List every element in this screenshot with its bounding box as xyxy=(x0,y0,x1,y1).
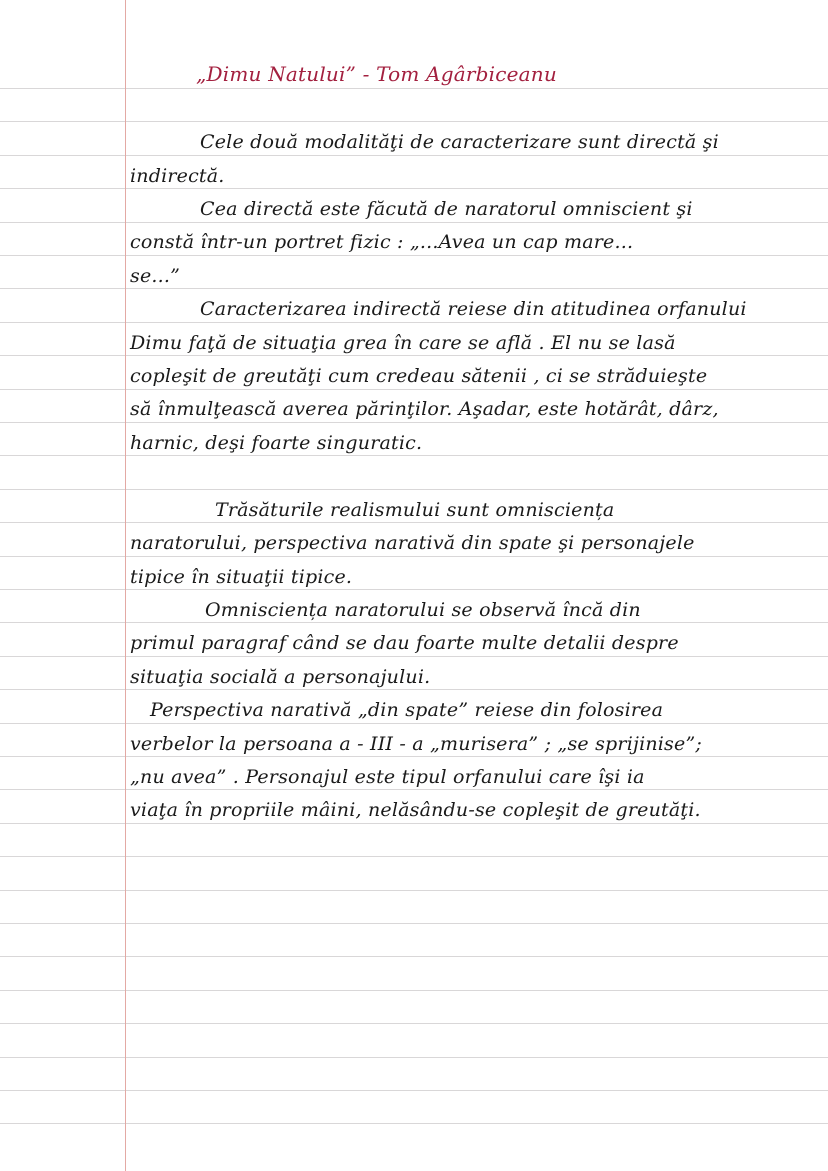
paragraph-2-line-1: Cea directă este făcută de naratorul omniscient şi xyxy=(200,198,693,220)
document-title: „Dimu Natului” - Tom Agârbiceanu xyxy=(196,62,557,86)
paragraph-2-line-2: constă într-un portret fizic : „...Avea un cap mare... xyxy=(130,231,634,253)
paragraph-1-line-2: indirectă. xyxy=(130,165,225,187)
paragraph-4-line-1: Trăsăturile realismului sunt omnisciența xyxy=(215,499,615,521)
paragraph-3-line-3: copleşit de greutăţi cum credeau sătenii , ci se străduieşte xyxy=(130,365,708,387)
paragraph-6-line-3: „nu avea” . Personajul este tipul orfanului care îşi ia xyxy=(130,766,645,788)
paragraph-5-line-2: primul paragraf când se dau foarte multe detalii despre xyxy=(130,632,679,654)
paragraph-3-line-1: Caracterizarea indirectă reiese din atitudinea orfanului xyxy=(200,298,747,320)
paragraph-6-line-1: Perspectiva narativă „din spate” reiese din folosirea xyxy=(150,699,664,721)
paragraph-5-line-3: situaţia socială a personajului. xyxy=(130,666,431,688)
paragraph-4-line-2: naratorului, perspectiva narativă din spate şi personajele xyxy=(130,532,695,554)
paragraph-6-line-4: viaţa în propriile mâini, nelăsându-se copleşit de greutăţi. xyxy=(130,799,701,821)
paragraph-1-line-1: Cele două modalităţi de caracterizare sunt directă şi xyxy=(200,131,719,153)
paragraph-3-line-4: să înmulţească averea părinţilor. Aşadar, este hotărât, dârz, xyxy=(130,398,719,420)
paragraph-5-line-1: Omnisciența naratorului se observă încă din xyxy=(205,599,641,621)
paragraph-3-line-2: Dimu faţă de situaţia grea în care se află . El nu se lasă xyxy=(130,332,676,354)
margin-line xyxy=(125,0,126,1171)
paragraph-2-line-3: se...” xyxy=(130,265,181,287)
paragraph-6-line-2: verbelor la persoana a - III - a „murisera” ; „se sprijinise”; xyxy=(130,733,702,755)
paragraph-3-line-5: harnic, deşi foarte singuratic. xyxy=(130,432,423,454)
paragraph-4-line-3: tipice în situaţii tipice. xyxy=(130,566,353,588)
